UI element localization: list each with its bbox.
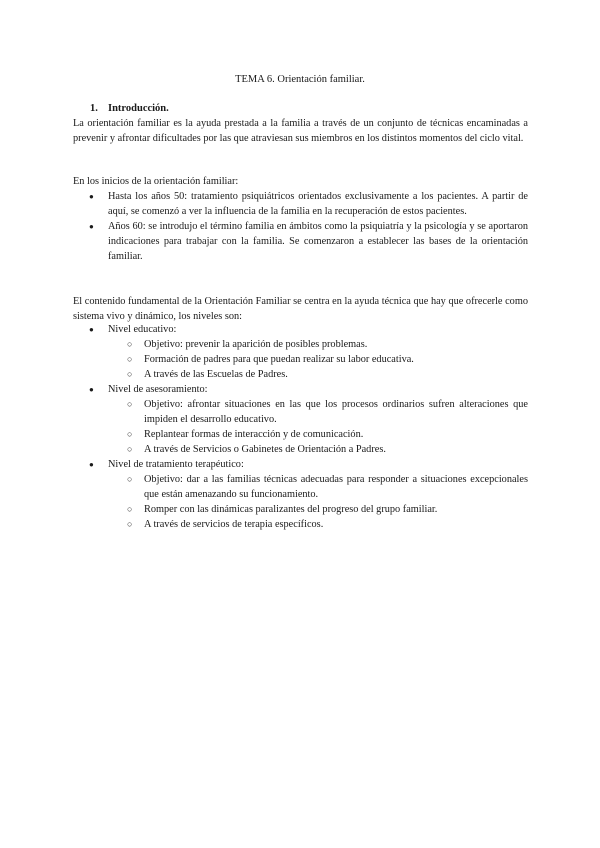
circle-bullet-icon: ○	[127, 339, 133, 349]
list-item	[73, 219, 528, 264]
sublist-item-text: Objetivo: dar a las familias técnicas adecuadas para responder a situaciones excepcionales que están amenazando su funcionamiento.	[144, 474, 528, 500]
circle-bullet-icon: ○	[127, 474, 133, 484]
bullet-icon: ●	[89, 325, 94, 334]
level-sublist	[108, 397, 528, 457]
level-sublist	[108, 472, 528, 532]
sublist-item	[108, 427, 528, 442]
circle-bullet-icon: ○	[127, 369, 133, 379]
section-number: 1.	[90, 103, 98, 114]
sublist-item	[108, 337, 528, 352]
sublist-item-text: Objetivo: afrontar situaciones en las que los procesos ordinarios sufren alteraciones que impiden el desarrollo educativo.	[144, 399, 528, 425]
circle-bullet-icon: ○	[127, 519, 133, 529]
level-name: Nivel de tratamiento terapéutico:	[108, 459, 244, 470]
sublist-item-text: Objetivo: prevenir la aparición de posibles problemas.	[144, 339, 368, 350]
page-title: TEMA 6. Orientación familiar.	[235, 74, 365, 85]
bullet-icon: ●	[89, 222, 94, 231]
sublist-item-text: Formación de padres para que puedan realizar su labor educativa.	[144, 354, 414, 365]
section-heading-text: Introducción.	[108, 103, 169, 114]
circle-bullet-icon: ○	[127, 354, 133, 364]
circle-bullet-icon: ○	[127, 504, 133, 514]
sublist-item	[108, 472, 528, 502]
level-name: Nivel de asesoramiento:	[108, 384, 208, 395]
levels-list	[73, 322, 528, 532]
circle-bullet-icon: ○	[127, 399, 133, 409]
bullet-icon: ●	[89, 192, 94, 201]
sublist-item-text: A través de Servicios o Gabinetes de Orientación a Padres.	[144, 444, 386, 455]
sublist-item-text: Romper con las dinámicas paralizantes del progreso del grupo familiar.	[144, 504, 438, 515]
sublist-item	[108, 352, 528, 367]
sublist-item	[108, 367, 528, 382]
list-item	[73, 189, 528, 219]
list-item-text: Años 60: se introdujo el término familia en ámbitos como la psiquiatría y la psicología y se aportaron indicaciones para trabajar con la familia. Se comenzaron a establecer las bases de la orientación familiar.	[108, 221, 528, 262]
list-item-text: Hasta los años 50: tratamiento psiquiátricos orientados exclusivamente a los pacientes. A partir de aquí, se comenzó a ver la influencia de la familia en la recuperación de estos pacientes.	[108, 191, 528, 217]
sublist-item-text: A través de servicios de terapia específicos.	[144, 519, 324, 530]
sublist-item	[108, 517, 528, 532]
level-item	[73, 457, 528, 532]
sublist-item	[108, 442, 528, 457]
sublist-item	[108, 502, 528, 517]
origins-lead: En los inicios de la orientación familiar:	[73, 176, 239, 187]
origins-list	[73, 189, 528, 264]
level-name: Nivel educativo:	[108, 324, 177, 335]
sublist-item	[108, 397, 528, 427]
level-item	[73, 382, 528, 457]
content-paragraph: El contenido fundamental de la Orientación Familiar se centra en la ayuda técnica que hay que ofrecerle como sistema vivo y dinámico, los niveles son:	[73, 296, 528, 322]
bullet-icon: ●	[89, 385, 94, 394]
level-item	[73, 322, 528, 382]
sublist-item-text: Replantear formas de interacción y de comunicación.	[144, 429, 364, 440]
level-sublist	[108, 337, 528, 382]
bullet-icon: ●	[89, 460, 94, 469]
circle-bullet-icon: ○	[127, 444, 133, 454]
circle-bullet-icon: ○	[127, 429, 133, 439]
sublist-item-text: A través de las Escuelas de Padres.	[144, 369, 288, 380]
intro-paragraph: La orientación familiar es la ayuda prestada a la familia a través de un conjunto de técnicas encaminadas a prevenir y afrontar dificultades por las que atraviesan sus miembros en los distintos momentos del ciclo vital.	[73, 118, 528, 144]
section-heading	[90, 102, 169, 116]
